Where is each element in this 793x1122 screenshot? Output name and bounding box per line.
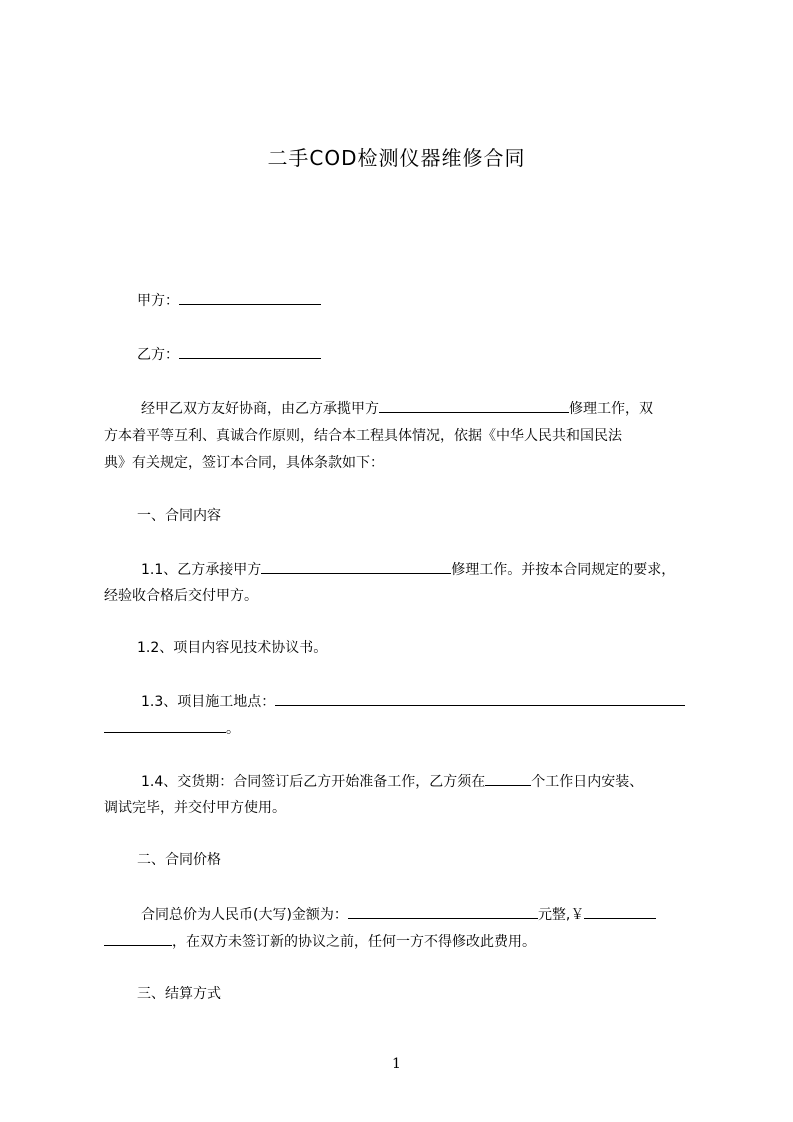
party-a-line: [137, 290, 321, 311]
party-b-line: [137, 344, 321, 365]
clause-1-3-line-2: [104, 718, 240, 739]
party-a-label: 甲方：: [137, 293, 179, 309]
section-2-heading: 二、合同价格: [137, 852, 221, 868]
page-number: 1: [392, 1056, 401, 1072]
clause-1-4-text: 1.4、交货期：合同签订后乙方开始准备工作，乙方须在: [141, 774, 486, 790]
clause-1-1-text: 1.1、乙方承接甲方: [141, 562, 262, 578]
clause-1-3-blank-2: [104, 718, 226, 733]
intro-text: 经甲乙双方友好协商，由乙方承揽甲方: [141, 401, 379, 417]
section-1-heading: 一、合同内容: [137, 508, 221, 524]
section-3-heading: 三、结算方式: [137, 986, 221, 1002]
price-line-1: [141, 904, 656, 925]
clause-1-4-blank: [485, 771, 531, 786]
clause-1-3-text: 1.3、项目施工地点：: [141, 694, 276, 710]
clause-1-1-text-post: 修理工作。并按本合同规定的要求，: [451, 562, 676, 578]
clause-1-4-line-2: 调试完毕，并交付甲方使用。: [104, 800, 286, 816]
clause-1-3-end: 。: [226, 721, 240, 737]
intro-line-2: 方本着平等互利、真诚合作原则，结合本工程具体情况，依据《中华人民共和国民法: [104, 428, 622, 444]
party-b-blank: [179, 344, 321, 359]
intro-line-3: 典》有关规定，签订本合同，具体条款如下：: [104, 455, 384, 471]
clause-1-1-blank: [261, 559, 451, 574]
price-line-2: [104, 931, 536, 952]
price-text: 合同总价为人民币(大写)金额为：: [141, 907, 348, 923]
party-a-blank: [179, 290, 321, 305]
price-blank-amount-2: [104, 931, 172, 946]
party-b-label: 乙方：: [137, 347, 179, 363]
price-blank-words: [348, 904, 538, 919]
clause-1-4: [141, 771, 643, 792]
document-title: 二手COD检测仪器维修合同: [267, 146, 526, 170]
intro-blank: [379, 398, 569, 413]
clause-1-3: [141, 691, 685, 712]
intro-line-1: [141, 398, 653, 419]
clause-1-1: [141, 559, 675, 580]
price-blank-amount: [584, 904, 656, 919]
clause-1-3-blank: [275, 691, 685, 706]
clause-1-2: 1.2、项目内容见技术协议书。: [137, 640, 328, 656]
clause-1-4-text-post: 个工作日内安装、: [531, 774, 644, 790]
price-text-mid: 元整,￥: [537, 907, 585, 923]
price-text-line-2: ，在双方未签订新的协议之前，任何一方不得修改此费用。: [172, 934, 536, 950]
clause-1-1-line-2: 经验收合格后交付甲方。: [104, 588, 258, 604]
intro-text-post: 修理工作，双: [569, 401, 653, 417]
